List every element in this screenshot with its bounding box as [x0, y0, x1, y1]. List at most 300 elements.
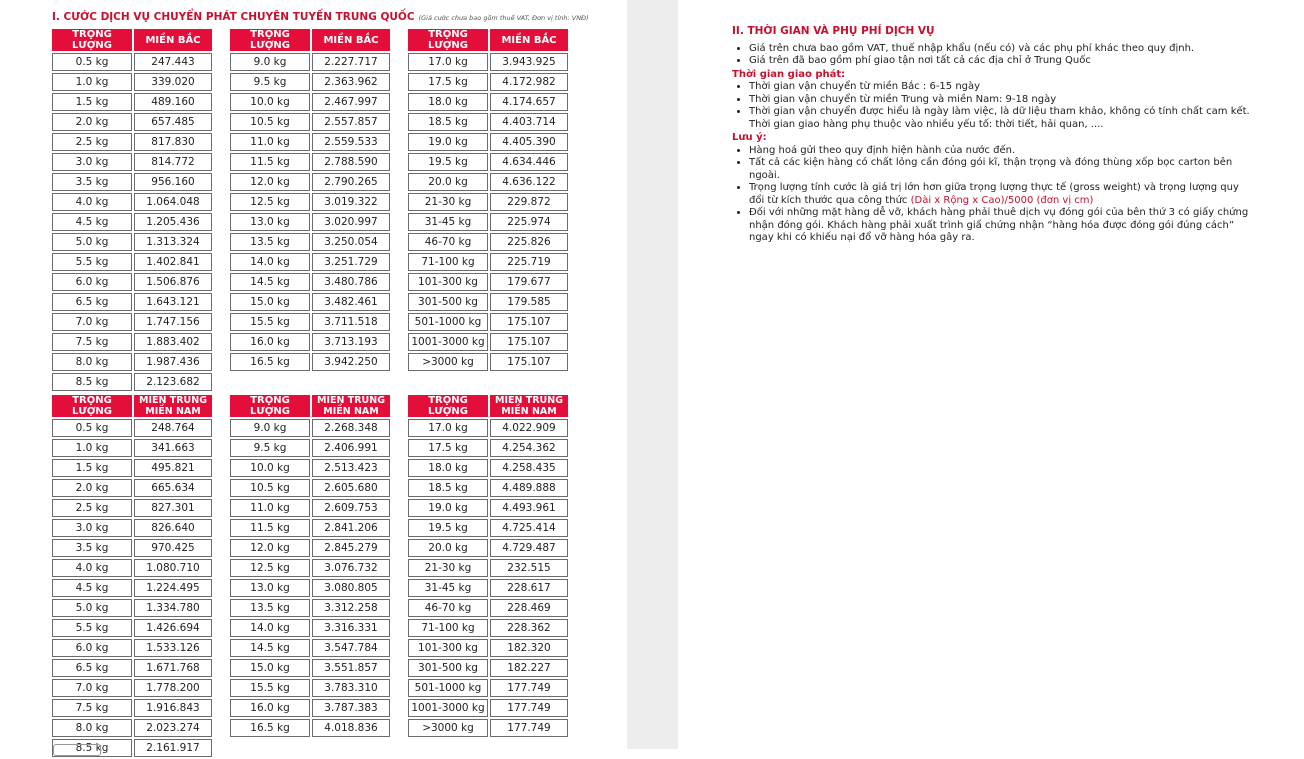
price-cell: 228.469 [490, 599, 568, 617]
price-cell: 2.609.753 [312, 499, 390, 517]
list-item: • Hàng hoá gửi theo quy định hiện hành của nước đến. [749, 145, 1252, 158]
delivery-list [732, 81, 1252, 131]
weight-header: TRỌNG LƯỢNG [408, 395, 488, 417]
table-row [408, 459, 568, 477]
price-cell: 4.493.961 [490, 499, 568, 517]
weight-cell: 8.0 kg [52, 719, 132, 737]
weight-cell: 21-30 kg [408, 193, 488, 211]
intro-list [732, 43, 1252, 68]
table-row [230, 599, 390, 617]
weight-cell: 10.0 kg [230, 93, 310, 111]
weight-cell: 14.0 kg [230, 253, 310, 271]
weight-cell: 15.5 kg [230, 313, 310, 331]
price-cell: 175.107 [490, 353, 568, 371]
table-row [408, 719, 568, 737]
weight-cell: 8.5 kg [52, 739, 132, 757]
weight-cell: 11.5 kg [230, 153, 310, 171]
table-row [408, 579, 568, 597]
table-row [52, 113, 212, 131]
table-row [408, 333, 568, 351]
table-row [230, 519, 390, 537]
weight-cell: 14.0 kg [230, 619, 310, 637]
table-row [52, 313, 212, 331]
weight-cell: 7.5 kg [52, 333, 132, 351]
table-row [230, 73, 390, 91]
table-row [230, 273, 390, 291]
weight-cell: 21-30 kg [408, 559, 488, 577]
price-cell: 1.064.048 [134, 193, 212, 211]
table-row [408, 419, 568, 437]
weight-cell: 14.5 kg [230, 273, 310, 291]
weight-cell: 2.5 kg [52, 133, 132, 151]
price-cell: 179.585 [490, 293, 568, 311]
weight-cell: 16.5 kg [230, 353, 310, 371]
weight-cell: 4.0 kg [52, 559, 132, 577]
price-cell: 228.362 [490, 619, 568, 637]
table-row [52, 459, 212, 477]
table-row [408, 353, 568, 371]
price-cell: 4.022.909 [490, 419, 568, 437]
price-cell: 3.942.250 [312, 353, 390, 371]
weight-cell: 31-45 kg [408, 579, 488, 597]
price-cell: 182.227 [490, 659, 568, 677]
price-cell: 2.790.265 [312, 173, 390, 191]
price-cell: 3.019.322 [312, 193, 390, 211]
weight-header: TRỌNG LƯỢNG [408, 29, 488, 51]
weight-header: TRỌNG LƯỢNG [52, 395, 132, 417]
list-item [749, 182, 1252, 207]
table-row [408, 519, 568, 537]
price-cell: 3.551.857 [312, 659, 390, 677]
table-row [230, 253, 390, 271]
table-row [408, 153, 568, 171]
weight-cell: 15.0 kg [230, 659, 310, 677]
price-cell: 814.772 [134, 153, 212, 171]
table-row [230, 353, 390, 371]
weight-header: TRỌNG LƯỢNG [52, 29, 132, 51]
weight-cell: 9.0 kg [230, 419, 310, 437]
price-cell: 3.711.518 [312, 313, 390, 331]
notes-heading: Lưu ý: [732, 132, 767, 143]
weight-cell: 31-45 kg [408, 213, 488, 231]
weight-cell: 0.5 kg [52, 419, 132, 437]
weight-header: TRỌNG LƯỢNG [230, 29, 310, 51]
table-row [408, 313, 568, 331]
weight-cell: 101-300 kg [408, 273, 488, 291]
table-row [230, 459, 390, 477]
weight-cell: 1.5 kg [52, 459, 132, 477]
table-row [52, 373, 212, 391]
table-row [408, 233, 568, 251]
price-cell: 4.489.888 [490, 479, 568, 497]
table-row [408, 679, 568, 697]
price-cell: 1.205.436 [134, 213, 212, 231]
price-cell: 229.872 [490, 193, 568, 211]
weight-cell: 301-500 kg [408, 659, 488, 677]
table-row [52, 639, 212, 657]
price-header-line2: MIỀN NAM [145, 406, 201, 417]
volumetric-formula: (Dài x Rộng x Cao)/5000 (đơn vị cm) [910, 194, 1094, 206]
price-cell: 247.443 [134, 53, 212, 71]
price-cell: 3.312.258 [312, 599, 390, 617]
table-row [52, 293, 212, 311]
weight-cell: 4.0 kg [52, 193, 132, 211]
weight-cell: 17.5 kg [408, 73, 488, 91]
weight-cell: 3.0 kg [52, 153, 132, 171]
price-cell: 179.677 [490, 273, 568, 291]
table-row [230, 579, 390, 597]
weight-cell: 19.5 kg [408, 519, 488, 537]
weight-cell: 1001-3000 kg [408, 333, 488, 351]
table-row [408, 639, 568, 657]
table-row [52, 133, 212, 151]
weight-cell: 18.0 kg [408, 459, 488, 477]
table-row [230, 153, 390, 171]
price-cell: 956.160 [134, 173, 212, 191]
weight-cell: 71-100 kg [408, 619, 488, 637]
weight-cell: 18.0 kg [408, 93, 488, 111]
weight-cell: 9.5 kg [230, 73, 310, 91]
weight-cell: 13.0 kg [230, 213, 310, 231]
weight-cell: 10.0 kg [230, 459, 310, 477]
weight-cell: 5.5 kg [52, 619, 132, 637]
price-cell: 2.841.206 [312, 519, 390, 537]
price-cell: 2.467.997 [312, 93, 390, 111]
price-cell: 3.943.925 [490, 53, 568, 71]
table-row [52, 499, 212, 517]
price-header: MIỀN BẮC [134, 29, 212, 51]
weight-cell: 15.0 kg [230, 293, 310, 311]
table-row [230, 53, 390, 71]
page-control[interactable] [53, 744, 101, 756]
price-cell: 341.663 [134, 439, 212, 457]
table-row [230, 559, 390, 577]
price-cell: 1.313.324 [134, 233, 212, 251]
price-cell: 177.749 [490, 679, 568, 697]
price-cell: 4.172.982 [490, 73, 568, 91]
weight-cell: 101-300 kg [408, 639, 488, 657]
price-cell: 4.636.122 [490, 173, 568, 191]
table-row [52, 579, 212, 597]
weight-cell: 3.5 kg [52, 539, 132, 557]
weight-cell: 17.5 kg [408, 439, 488, 457]
price-cell: 248.764 [134, 419, 212, 437]
price-cell: 2.268.348 [312, 419, 390, 437]
rate-table-south-3 [406, 393, 570, 739]
price-cell: 4.174.657 [490, 93, 568, 111]
price-cell: 2.406.991 [312, 439, 390, 457]
weight-cell: >3000 kg [408, 719, 488, 737]
list-item: • Giá trên đã bao gồm phí giao tận nơi tất cả các địa chỉ ở Trung Quốc [749, 55, 1252, 68]
weight-cell: 19.0 kg [408, 133, 488, 151]
price-cell: 489.160 [134, 93, 212, 111]
weight-cell: 10.5 kg [230, 113, 310, 131]
price-cell: 225.719 [490, 253, 568, 271]
table-row [408, 499, 568, 517]
price-header [490, 395, 568, 417]
price-cell: 2.845.279 [312, 539, 390, 557]
weight-cell: 8.5 kg [52, 373, 132, 391]
weight-cell: >3000 kg [408, 353, 488, 371]
table-row [230, 439, 390, 457]
price-cell: 1.533.126 [134, 639, 212, 657]
table-row [52, 699, 212, 717]
list-item: • Thời gian vận chuyển từ miền Trung và miền Nam: 9-18 ngày [749, 94, 1252, 107]
price-cell: 175.107 [490, 333, 568, 351]
rate-table-north-3 [406, 27, 570, 373]
table-row [230, 419, 390, 437]
weight-cell: 16.0 kg [230, 699, 310, 717]
section1-note: (Giá cước chưa bao gồm thuế VAT, Đơn vị tính: VNĐ) [418, 14, 589, 22]
price-cell: 3.713.193 [312, 333, 390, 351]
table-row [52, 619, 212, 637]
table-row [408, 599, 568, 617]
price-header [134, 395, 212, 417]
weight-cell: 5.0 kg [52, 599, 132, 617]
price-cell: 1.987.436 [134, 353, 212, 371]
price-cell: 4.729.487 [490, 539, 568, 557]
weight-cell: 19.0 kg [408, 499, 488, 517]
weight-cell: 12.5 kg [230, 559, 310, 577]
weight-cell: 12.0 kg [230, 173, 310, 191]
delivery-heading: Thời gian giao phát: [732, 68, 846, 80]
weight-cell: 14.5 kg [230, 639, 310, 657]
price-cell: 175.107 [490, 313, 568, 331]
weight-cell: 17.0 kg [408, 53, 488, 71]
weight-cell: 46-70 kg [408, 233, 488, 251]
table-row [230, 233, 390, 251]
table-row [52, 659, 212, 677]
price-cell: 826.640 [134, 519, 212, 537]
weight-cell: 10.5 kg [230, 479, 310, 497]
price-cell: 3.316.331 [312, 619, 390, 637]
rate-table-north-2 [228, 27, 392, 373]
weight-cell: 6.0 kg [52, 639, 132, 657]
price-cell: 225.826 [490, 233, 568, 251]
weight-cell: 71-100 kg [408, 253, 488, 271]
weight-cell: 46-70 kg [408, 599, 488, 617]
price-cell: 4.018.836 [312, 719, 390, 737]
table-row [230, 213, 390, 231]
price-cell: 3.787.383 [312, 699, 390, 717]
weight-cell: 13.5 kg [230, 233, 310, 251]
table-row [52, 193, 212, 211]
table-row [230, 293, 390, 311]
price-cell: 1.671.768 [134, 659, 212, 677]
table-row [52, 73, 212, 91]
table-row [408, 193, 568, 211]
price-cell: 3.547.784 [312, 639, 390, 657]
weight-cell: 1001-3000 kg [408, 699, 488, 717]
weight-cell: 501-1000 kg [408, 313, 488, 331]
price-cell: 3.480.786 [312, 273, 390, 291]
table-row [230, 173, 390, 191]
table-row [52, 333, 212, 351]
price-cell: 4.405.390 [490, 133, 568, 151]
price-cell: 225.974 [490, 213, 568, 231]
table-row [52, 719, 212, 737]
table-row [408, 659, 568, 677]
price-cell: 665.634 [134, 479, 212, 497]
price-cell: 817.830 [134, 133, 212, 151]
weight-cell: 20.0 kg [408, 173, 488, 191]
price-cell: 2.227.717 [312, 53, 390, 71]
table-row [230, 659, 390, 677]
weight-cell: 1.5 kg [52, 93, 132, 111]
price-cell: 228.617 [490, 579, 568, 597]
table-row [52, 173, 212, 191]
weight-cell: 17.0 kg [408, 419, 488, 437]
weight-cell: 8.0 kg [52, 353, 132, 371]
table-row [230, 133, 390, 151]
price-cell: 1.426.694 [134, 619, 212, 637]
list-item: • Giá trên chưa bao gồm VAT, thuế nhập khẩu (nếu có) và các phụ phí khác theo quy định. [749, 43, 1252, 56]
price-cell: 4.254.362 [490, 439, 568, 457]
price-cell: 2.788.590 [312, 153, 390, 171]
table-row [408, 479, 568, 497]
rate-table-south-2 [228, 393, 392, 739]
price-cell: 3.076.732 [312, 559, 390, 577]
price-header: MIỀN BẮC [490, 29, 568, 51]
weight-cell: 20.0 kg [408, 539, 488, 557]
weight-cell: 0.5 kg [52, 53, 132, 71]
price-cell: 970.425 [134, 539, 212, 557]
price-cell: 1.778.200 [134, 679, 212, 697]
weight-cell: 7.5 kg [52, 699, 132, 717]
price-cell: 657.485 [134, 113, 212, 131]
weight-cell: 7.0 kg [52, 679, 132, 697]
price-header-line1: MIỀN TRUNG [317, 395, 385, 406]
price-cell: 3.251.729 [312, 253, 390, 271]
weight-cell: 1.0 kg [52, 73, 132, 91]
table-row [408, 539, 568, 557]
weight-cell: 19.5 kg [408, 153, 488, 171]
weight-cell: 16.5 kg [230, 719, 310, 737]
table-row [230, 113, 390, 131]
weight-cell: 9.0 kg [230, 53, 310, 71]
rate-table-south-1 [50, 393, 214, 759]
table-row [52, 519, 212, 537]
weight-cell: 4.5 kg [52, 213, 132, 231]
table-row [52, 353, 212, 371]
weight-cell: 11.0 kg [230, 499, 310, 517]
weight-cell: 6.5 kg [52, 293, 132, 311]
notes-list [732, 145, 1252, 245]
price-header-line2: MIỀN NAM [501, 406, 557, 417]
table-row [408, 173, 568, 191]
table-row [52, 153, 212, 171]
price-cell: 2.363.962 [312, 73, 390, 91]
table-row [230, 499, 390, 517]
table-row [230, 619, 390, 637]
price-cell: 2.557.857 [312, 113, 390, 131]
price-cell: 2.023.274 [134, 719, 212, 737]
price-cell: 232.515 [490, 559, 568, 577]
weight-cell: 13.0 kg [230, 579, 310, 597]
table-row [408, 133, 568, 151]
table-row [230, 539, 390, 557]
price-cell: 1.080.710 [134, 559, 212, 577]
price-cell: 177.749 [490, 699, 568, 717]
table-row [408, 619, 568, 637]
price-header [312, 395, 390, 417]
weight-cell: 11.5 kg [230, 519, 310, 537]
table-row [52, 253, 212, 271]
table-row [52, 439, 212, 457]
price-cell: 1.883.402 [134, 333, 212, 351]
table-row [52, 53, 212, 71]
weight-cell: 12.0 kg [230, 539, 310, 557]
table-row [52, 93, 212, 111]
table-row [52, 479, 212, 497]
table-row [230, 333, 390, 351]
list-item: • Tất cả các kiện hàng có chất lỏng cần đóng gói kĩ, thận trọng và đóng thùng xốp bọc carton bên ngoài. [749, 157, 1252, 182]
price-cell: 3.482.461 [312, 293, 390, 311]
price-cell: 4.258.435 [490, 459, 568, 477]
price-cell: 2.513.423 [312, 459, 390, 477]
weight-cell: 2.0 kg [52, 479, 132, 497]
table-row [230, 193, 390, 211]
weight-cell: 7.0 kg [52, 313, 132, 331]
table-row [408, 73, 568, 91]
price-cell: 2.605.680 [312, 479, 390, 497]
table-row [408, 113, 568, 131]
weight-cell: 301-500 kg [408, 293, 488, 311]
table-row [408, 93, 568, 111]
price-cell: 1.643.121 [134, 293, 212, 311]
weight-cell: 4.5 kg [52, 579, 132, 597]
table-row [408, 699, 568, 717]
price-cell: 4.725.414 [490, 519, 568, 537]
price-cell: 3.020.997 [312, 213, 390, 231]
table-row [230, 699, 390, 717]
price-cell: 2.161.917 [134, 739, 212, 757]
table-row [230, 313, 390, 331]
price-cell: 3.783.310 [312, 679, 390, 697]
price-header-line1: MIỀN TRUNG [139, 395, 207, 406]
weight-cell: 11.0 kg [230, 133, 310, 151]
weight-cell: 9.5 kg [230, 439, 310, 457]
price-header: MIỀN BẮC [312, 29, 390, 51]
table-row [230, 719, 390, 737]
weight-cell: 3.5 kg [52, 173, 132, 191]
price-cell: 182.320 [490, 639, 568, 657]
weight-cell: 13.5 kg [230, 599, 310, 617]
note3-text: Trọng lượng tính cước là giá trị lớn hơn giữa trọng lượng thực tế (gross weight) và trọng lượng quy đổi từ kích thước qua công thức [749, 182, 1239, 206]
list-item: • Đối với những mặt hàng dễ vỡ, khách hàng phải thuê dịch vụ đóng gói của bên thứ 3 có giấy chứng nhận đóng gói. Khách hàng phải xuất trình giấ chứng nhận “hàng hóa được đóng gói đúng cách” ngay khi có khiếu nại đổ vỡ hàng hóa gây ra. [749, 207, 1252, 245]
price-cell: 1.334.780 [134, 599, 212, 617]
table-row [52, 419, 212, 437]
price-cell: 1.747.156 [134, 313, 212, 331]
price-cell: 3.250.054 [312, 233, 390, 251]
price-cell: 4.403.714 [490, 113, 568, 131]
price-cell: 2.123.682 [134, 373, 212, 391]
table-row [408, 273, 568, 291]
list-item: • Thời gian vận chuyển từ miền Bắc : 6-15 ngày [749, 81, 1252, 94]
price-cell: 1.224.495 [134, 579, 212, 597]
weight-cell: 15.5 kg [230, 679, 310, 697]
price-cell: 4.634.446 [490, 153, 568, 171]
price-cell: 827.301 [134, 499, 212, 517]
price-cell: 1.916.843 [134, 699, 212, 717]
rate-table-north-1 [50, 27, 214, 393]
weight-cell: 16.0 kg [230, 333, 310, 351]
price-cell: 339.020 [134, 73, 212, 91]
weight-cell: 12.5 kg [230, 193, 310, 211]
weight-cell: 501-1000 kg [408, 679, 488, 697]
page-gutter [627, 0, 678, 749]
price-cell: 177.749 [490, 719, 568, 737]
